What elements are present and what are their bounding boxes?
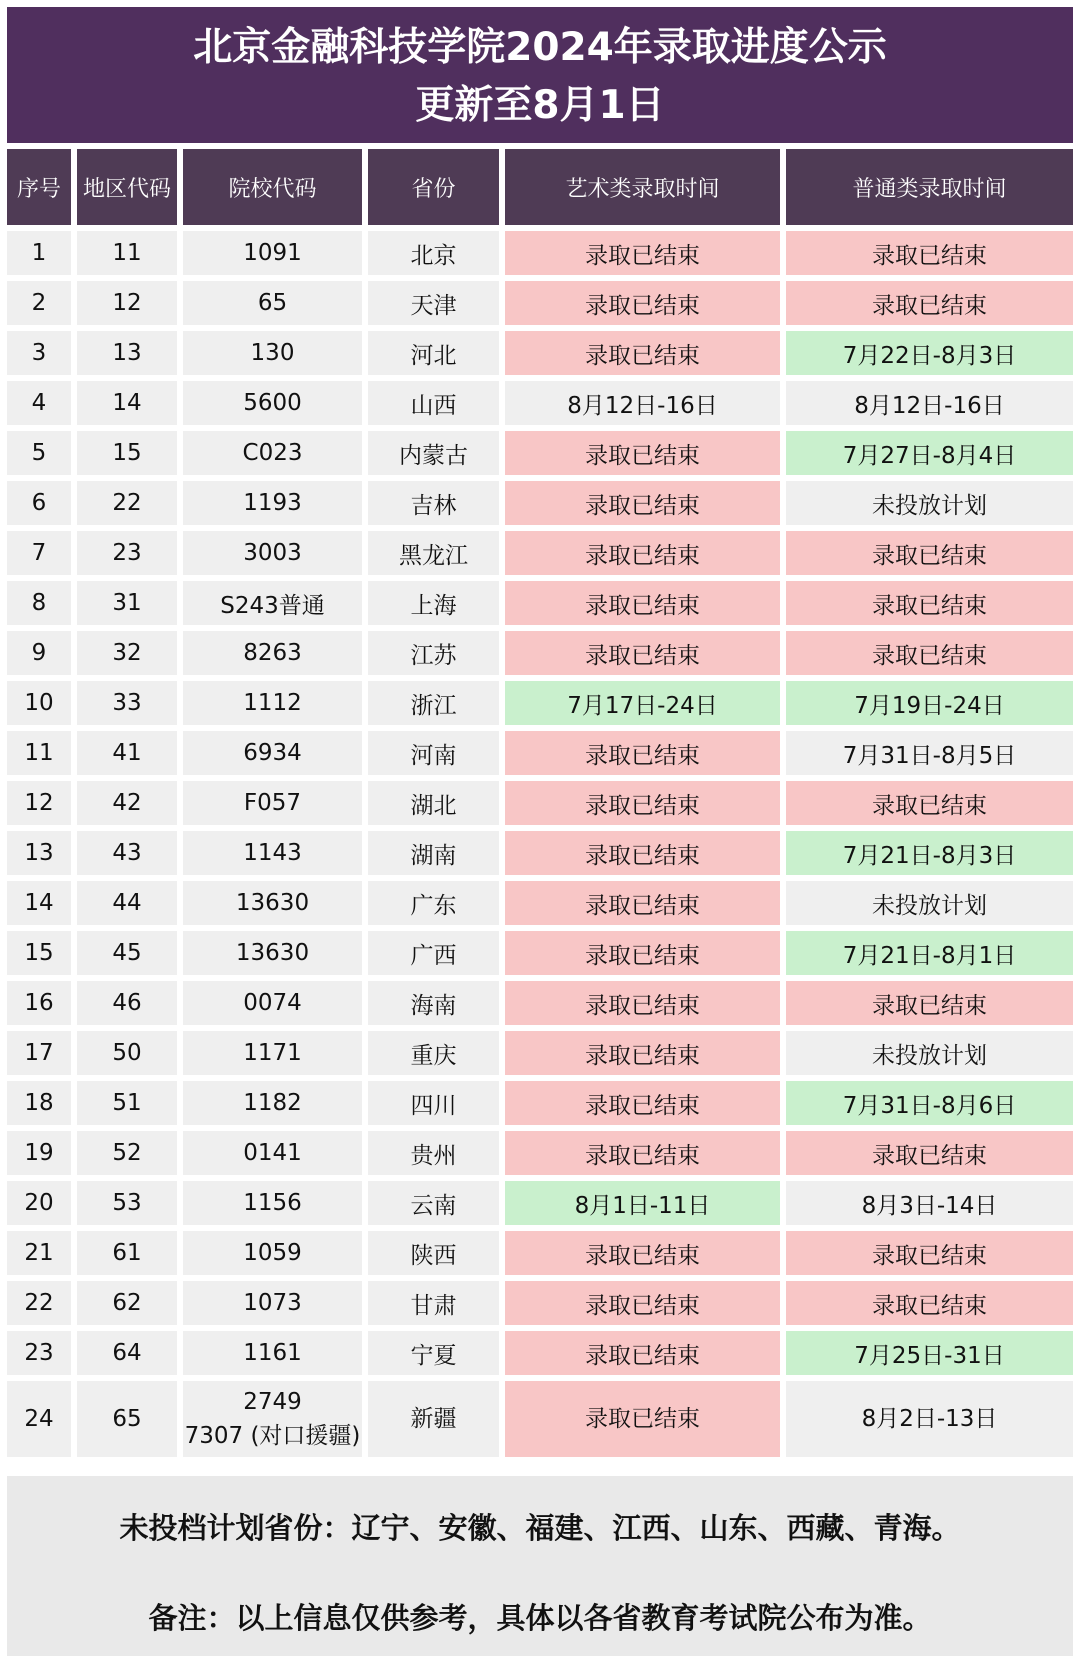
- cell-general-time: 7月19日-24日: [786, 681, 1073, 731]
- cell-no: 23: [7, 1331, 77, 1381]
- cell-region-code: 51: [77, 1081, 183, 1131]
- cell-region-code: 33: [77, 681, 183, 731]
- cell-no: 12: [7, 781, 77, 831]
- cell-no: 16: [7, 981, 77, 1031]
- cell-no: 22: [7, 1281, 77, 1331]
- cell-region-code: 65: [77, 1381, 183, 1463]
- header-general-time: 普通类录取时间: [786, 149, 1073, 231]
- cell-school-code: [183, 1331, 368, 1381]
- table-row: [7, 381, 1073, 431]
- cell-school-code: [183, 681, 368, 731]
- cell-no: 20: [7, 1181, 77, 1231]
- cell-region-code: 31: [77, 581, 183, 631]
- cell-no: 19: [7, 1131, 77, 1181]
- table-row: [7, 1281, 1073, 1331]
- cell-province: 新疆: [368, 1381, 505, 1463]
- cell-general-time: 7月21日-8月1日: [786, 931, 1073, 981]
- cell-province: 四川: [368, 1081, 505, 1131]
- cell-art-time: 录取已结束: [505, 1231, 786, 1281]
- school-code-line: S243普通: [220, 592, 325, 619]
- cell-art-time: 录取已结束: [505, 881, 786, 931]
- cell-general-time: 录取已结束: [786, 631, 1073, 681]
- disclaimer-note: 备注：以上信息仅供参考，具体以各省教育考试院公布为准。: [148, 1601, 932, 1635]
- table-row: [7, 1131, 1073, 1181]
- cell-art-time: 7月17日-24日: [505, 681, 786, 731]
- cell-province: 贵州: [368, 1131, 505, 1181]
- cell-art-time: 8月1日-11日: [505, 1181, 786, 1231]
- cell-province: 浙江: [368, 681, 505, 731]
- header-province: 省份: [368, 149, 505, 231]
- cell-school-code: [183, 781, 368, 831]
- table-row: [7, 281, 1073, 331]
- school-code-line: 8263: [243, 640, 302, 666]
- table-row: [7, 1031, 1073, 1081]
- cell-general-time: 录取已结束: [786, 281, 1073, 331]
- school-code-line: 13630: [235, 940, 310, 966]
- school-code-line: 1161: [243, 1340, 302, 1366]
- school-code-line: 1059: [243, 1240, 302, 1266]
- cell-province: 海南: [368, 981, 505, 1031]
- table-row: [7, 631, 1073, 681]
- cell-region-code: 44: [77, 881, 183, 931]
- cell-province: 湖北: [368, 781, 505, 831]
- cell-school-code: [183, 1081, 368, 1131]
- cell-general-time: 7月31日-8月6日: [786, 1081, 1073, 1131]
- cell-no: 7: [7, 531, 77, 581]
- cell-province: 宁夏: [368, 1331, 505, 1381]
- table-row: [7, 731, 1073, 781]
- cell-school-code: [183, 331, 368, 381]
- school-code-line: 6934: [243, 740, 302, 766]
- cell-province: 河南: [368, 731, 505, 781]
- cell-region-code: 61: [77, 1231, 183, 1281]
- school-code-line: 1091: [243, 240, 302, 266]
- cell-general-time: 录取已结束: [786, 531, 1073, 581]
- cell-school-code: [183, 431, 368, 481]
- table-body: [7, 231, 1073, 1463]
- cell-art-time: 录取已结束: [505, 1381, 786, 1463]
- cell-no: 9: [7, 631, 77, 681]
- cell-art-time: 录取已结束: [505, 631, 786, 681]
- cell-province: 山西: [368, 381, 505, 431]
- cell-art-time: 录取已结束: [505, 481, 786, 531]
- cell-school-code: [183, 1231, 368, 1281]
- cell-general-time: 未投放计划: [786, 481, 1073, 531]
- cell-art-time: 录取已结束: [505, 1131, 786, 1181]
- cell-general-time: 7月21日-8月3日: [786, 831, 1073, 881]
- cell-region-code: 50: [77, 1031, 183, 1081]
- cell-province: 湖南: [368, 831, 505, 881]
- school-code-line: 0141: [243, 1140, 302, 1166]
- cell-province: 吉林: [368, 481, 505, 531]
- cell-region-code: 15: [77, 431, 183, 481]
- cell-no: 24: [7, 1381, 77, 1463]
- cell-school-code: [183, 1131, 368, 1181]
- cell-art-time: 录取已结束: [505, 431, 786, 481]
- cell-region-code: 53: [77, 1181, 183, 1231]
- cell-region-code: 13: [77, 331, 183, 381]
- cell-region-code: 43: [77, 831, 183, 881]
- cell-school-code: [183, 1181, 368, 1231]
- cell-school-code: [183, 631, 368, 681]
- cell-region-code: 22: [77, 481, 183, 531]
- school-code-line: 5600: [243, 390, 302, 416]
- cell-art-time: 录取已结束: [505, 331, 786, 381]
- cell-region-code: 64: [77, 1331, 183, 1381]
- table-row: [7, 231, 1073, 281]
- school-code-line: F057: [243, 790, 302, 816]
- school-code-line: 2749: [243, 1389, 302, 1415]
- cell-no: 4: [7, 381, 77, 431]
- cell-general-time: 未投放计划: [786, 881, 1073, 931]
- no-plan-provinces-note: 未投档计划省份：辽宁、安徽、福建、江西、山东、西藏、青海。: [119, 1511, 961, 1545]
- cell-region-code: 42: [77, 781, 183, 831]
- table-row: [7, 431, 1073, 481]
- cell-school-code: [183, 481, 368, 531]
- cell-general-time: 录取已结束: [786, 781, 1073, 831]
- cell-province: 北京: [368, 231, 505, 281]
- cell-province: 内蒙古: [368, 431, 505, 481]
- cell-region-code: 41: [77, 731, 183, 781]
- school-code-line: 0074: [243, 990, 302, 1016]
- cell-region-code: 14: [77, 381, 183, 431]
- cell-general-time: 8月3日-14日: [786, 1181, 1073, 1231]
- cell-no: 6: [7, 481, 77, 531]
- cell-art-time: 录取已结束: [505, 581, 786, 631]
- admission-table: [7, 149, 1073, 1463]
- cell-school-code: [183, 931, 368, 981]
- table-row: [7, 1231, 1073, 1281]
- table-row: [7, 881, 1073, 931]
- cell-art-time: 录取已结束: [505, 781, 786, 831]
- cell-province: 天津: [368, 281, 505, 331]
- cell-school-code: [183, 281, 368, 331]
- cell-general-time: 7月22日-8月3日: [786, 331, 1073, 381]
- cell-general-time: 7月31日-8月5日: [786, 731, 1073, 781]
- cell-province: 黑龙江: [368, 531, 505, 581]
- cell-no: 18: [7, 1081, 77, 1131]
- cell-general-time: 7月27日-8月4日: [786, 431, 1073, 481]
- cell-art-time: 录取已结束: [505, 531, 786, 581]
- cell-art-time: 录取已结束: [505, 981, 786, 1031]
- cell-general-time: 录取已结束: [786, 581, 1073, 631]
- table-row: [7, 531, 1073, 581]
- table-row: [7, 331, 1073, 381]
- cell-school-code: [183, 581, 368, 631]
- cell-region-code: 32: [77, 631, 183, 681]
- school-code-line: 3003: [243, 540, 302, 566]
- cell-school-code: [183, 1381, 368, 1463]
- cell-region-code: 45: [77, 931, 183, 981]
- cell-art-time: 录取已结束: [505, 1031, 786, 1081]
- cell-no: 11: [7, 731, 77, 781]
- cell-province: 广东: [368, 881, 505, 931]
- cell-art-time: 8月12日-16日: [505, 381, 786, 431]
- cell-no: 13: [7, 831, 77, 881]
- cell-region-code: 12: [77, 281, 183, 331]
- cell-general-time: 7月25日-31日: [786, 1331, 1073, 1381]
- cell-school-code: [183, 381, 368, 431]
- table-row: [7, 981, 1073, 1031]
- cell-no: 17: [7, 1031, 77, 1081]
- cell-province: 陕西: [368, 1231, 505, 1281]
- cell-school-code: [183, 981, 368, 1031]
- cell-province: 江苏: [368, 631, 505, 681]
- school-code-line: 1112: [243, 690, 302, 716]
- school-code-line: 130: [250, 340, 295, 366]
- cell-art-time: 录取已结束: [505, 931, 786, 981]
- page-title: 北京金融科技学院2024年录取进度公示: [193, 25, 887, 70]
- table-row: [7, 1081, 1073, 1131]
- table-row: [7, 581, 1073, 631]
- cell-general-time: 录取已结束: [786, 1231, 1073, 1281]
- cell-general-time: 录取已结束: [786, 981, 1073, 1031]
- header-no: 序号: [7, 149, 77, 231]
- cell-no: 15: [7, 931, 77, 981]
- table-row: [7, 831, 1073, 881]
- cell-no: 5: [7, 431, 77, 481]
- school-code-line: 1156: [243, 1190, 302, 1216]
- cell-no: 10: [7, 681, 77, 731]
- cell-school-code: [183, 731, 368, 781]
- header-school-code: 院校代码: [183, 149, 368, 231]
- cell-school-code: [183, 881, 368, 931]
- cell-art-time: 录取已结束: [505, 831, 786, 881]
- cell-no: 1: [7, 231, 77, 281]
- cell-art-time: 录取已结束: [505, 1081, 786, 1131]
- table-header-row: [7, 149, 1073, 231]
- header-region-code: 地区代码: [77, 149, 183, 231]
- page-title-banner: [7, 7, 1073, 143]
- cell-region-code: 52: [77, 1131, 183, 1181]
- cell-province: 云南: [368, 1181, 505, 1231]
- cell-no: 21: [7, 1231, 77, 1281]
- cell-school-code: [183, 1031, 368, 1081]
- cell-art-time: 录取已结束: [505, 281, 786, 331]
- cell-general-time: 录取已结束: [786, 231, 1073, 281]
- cell-province: 河北: [368, 331, 505, 381]
- table-row: [7, 1331, 1073, 1381]
- cell-no: 8: [7, 581, 77, 631]
- cell-province: 上海: [368, 581, 505, 631]
- school-code-line: 1182: [243, 1090, 302, 1116]
- school-code-line: 1171: [243, 1040, 302, 1066]
- cell-region-code: 62: [77, 1281, 183, 1331]
- cell-region-code: 23: [77, 531, 183, 581]
- school-code-line: 65: [257, 290, 288, 316]
- table-row: [7, 1381, 1073, 1463]
- cell-general-time: 8月2日-13日: [786, 1381, 1073, 1463]
- cell-art-time: 录取已结束: [505, 231, 786, 281]
- school-code-line: 7307 (对口援疆): [184, 1423, 361, 1449]
- school-code-line: C023: [242, 440, 303, 466]
- cell-art-time: 录取已结束: [505, 1281, 786, 1331]
- footer-notes: [7, 1476, 1073, 1656]
- school-code-line: 1073: [243, 1290, 302, 1316]
- table-row: [7, 931, 1073, 981]
- cell-no: 3: [7, 331, 77, 381]
- cell-school-code: [183, 231, 368, 281]
- cell-no: 14: [7, 881, 77, 931]
- cell-no: 2: [7, 281, 77, 331]
- school-code-line: 1143: [243, 840, 302, 866]
- cell-school-code: [183, 1281, 368, 1331]
- table-row: [7, 681, 1073, 731]
- cell-art-time: 录取已结束: [505, 731, 786, 781]
- cell-school-code: [183, 831, 368, 881]
- cell-school-code: [183, 531, 368, 581]
- cell-general-time: 录取已结束: [786, 1131, 1073, 1181]
- cell-art-time: 录取已结束: [505, 1331, 786, 1381]
- table-row: [7, 481, 1073, 531]
- cell-general-time: 8月12日-16日: [786, 381, 1073, 431]
- cell-region-code: 11: [77, 231, 183, 281]
- cell-general-time: 未投放计划: [786, 1031, 1073, 1081]
- school-code-line: 1193: [243, 490, 302, 516]
- cell-province: 广西: [368, 931, 505, 981]
- table-row: [7, 1181, 1073, 1231]
- cell-region-code: 46: [77, 981, 183, 1031]
- cell-province: 甘肃: [368, 1281, 505, 1331]
- school-code-line: 13630: [235, 890, 310, 916]
- page-subtitle: 更新至8月1日: [415, 83, 665, 128]
- cell-province: 重庆: [368, 1031, 505, 1081]
- table-row: [7, 781, 1073, 831]
- header-art-time: 艺术类录取时间: [505, 149, 786, 231]
- cell-general-time: 录取已结束: [786, 1281, 1073, 1331]
